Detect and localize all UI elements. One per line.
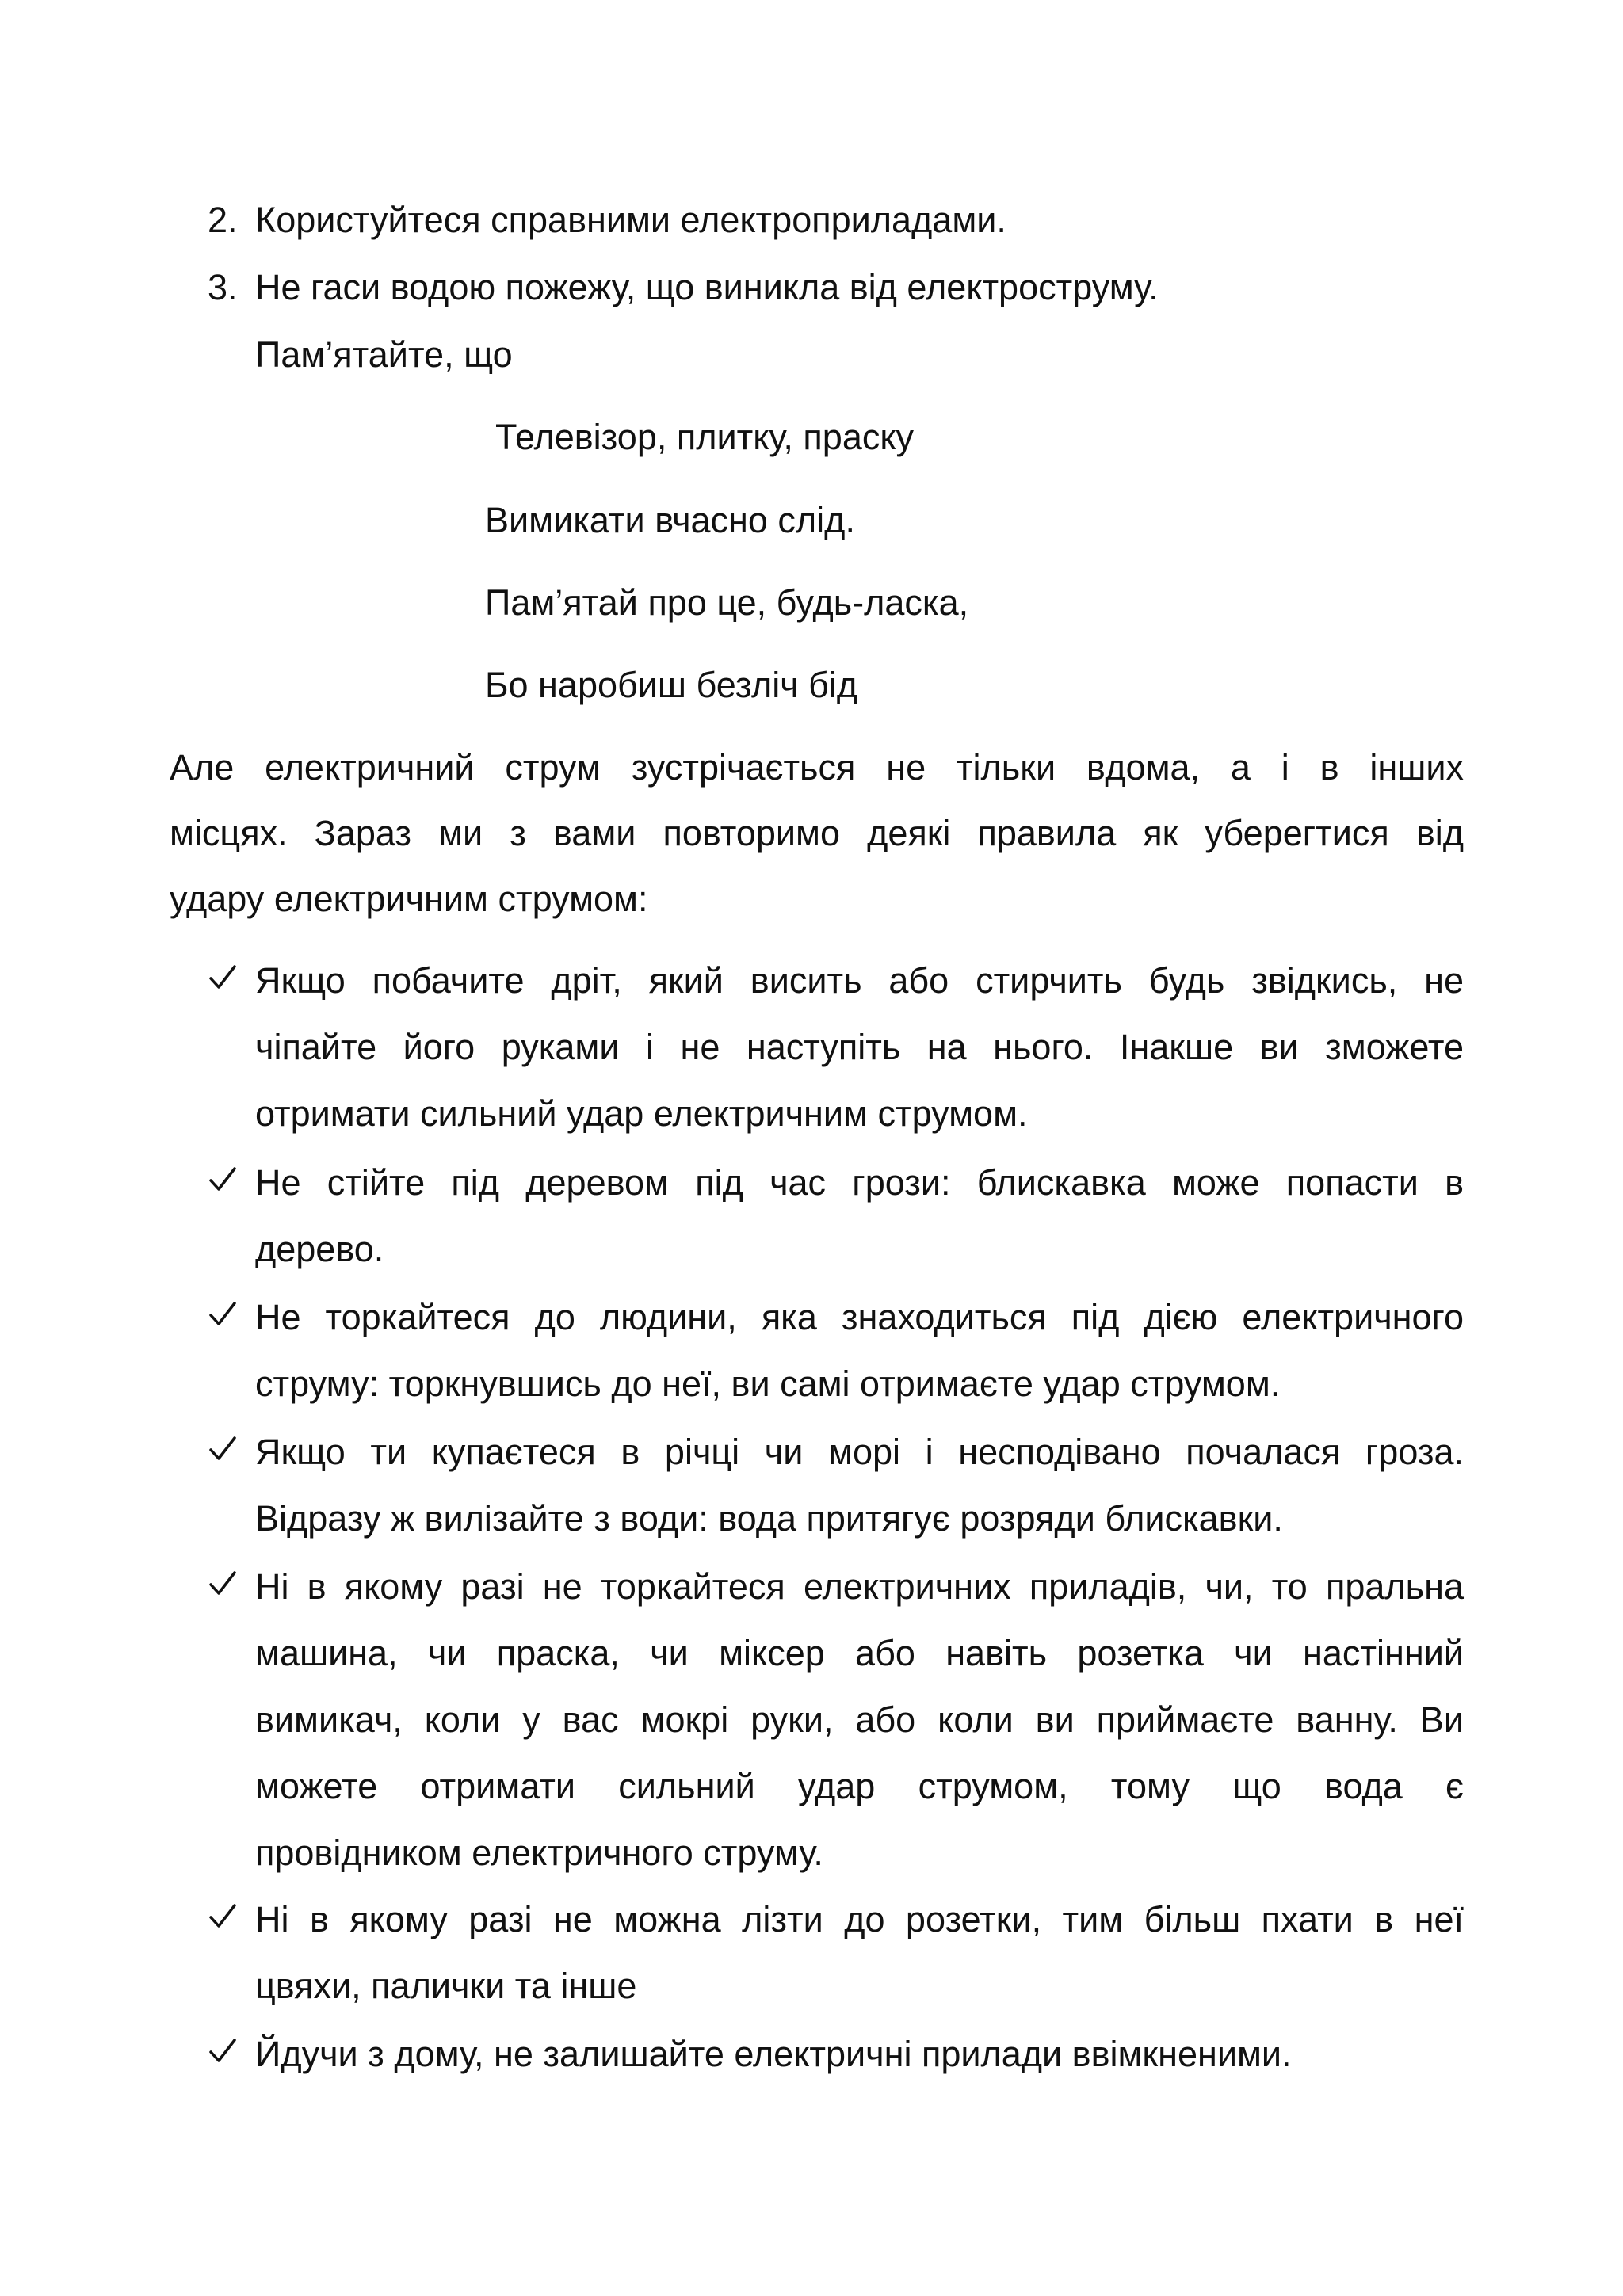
poem-line: Вимикати вчасно слід. — [485, 500, 855, 540]
poem-line: Телевізор, плитку, праску — [495, 417, 915, 457]
poem-line: Пам’ятай про це, будь-ласка, — [485, 582, 969, 623]
rule-line: вимикач, коли у вас мокрі руки, або коли ви приймаєте ванну. Ви — [255, 1699, 1464, 1740]
paragraph-line: місцях. Зараз ми з вами повторимо деякі правила як уберегтися від — [170, 813, 1464, 853]
rule-line: Йдучи з дому, не залишайте електричні прилади ввімкненими. — [255, 2034, 1292, 2074]
rule-line: Не стійте під деревом під час грози: блискавка може попасти в — [255, 1162, 1464, 1203]
checkmark-icon — [208, 2036, 238, 2066]
checkmark-icon — [208, 1569, 238, 1599]
rule-line: струму: торкнувшись до неї, ви самі отримаєте удар струмом. — [255, 1363, 1281, 1404]
paragraph-line: Але електричний струм зустрічається не тільки вдома, а і в інших — [170, 747, 1464, 788]
rule-line: провідником електричного струму. — [255, 1833, 823, 1873]
list-number: 3. — [208, 267, 238, 307]
rule-line: Не торкайтеся до людини, яка знаходиться під дією електричного — [255, 1297, 1464, 1337]
remember-intro: Пам’ятайте, що — [255, 334, 513, 375]
checkmark-icon — [208, 1434, 238, 1464]
rule-line: отримати сильний удар електричним струмом. — [255, 1093, 1028, 1134]
checkmark-icon — [208, 1901, 238, 1932]
checkmark-icon — [208, 963, 238, 993]
paragraph-line: удару електричним струмом: — [170, 879, 648, 919]
checkmark-icon — [208, 1299, 238, 1329]
checkmark-icon — [208, 1165, 238, 1195]
list-item-text: Користуйтеся справними електроприладами. — [255, 200, 1006, 240]
rule-line: чіпайте його руками і не наступіть на нього. Інакше ви зможете — [255, 1027, 1464, 1067]
rule-line: Якщо ти купаєтеся в річці чи морі і несподівано почалася гроза. — [255, 1432, 1464, 1472]
rule-line: Ні в якому разі не можна лізти до розетки, тим більш пхати в неї — [255, 1899, 1464, 1939]
rule-line: дерево. — [255, 1229, 384, 1269]
rule-line: Відразу ж вилізайте з води: вода притягує розряди блискавки. — [255, 1498, 1283, 1539]
rule-line: машина, чи праска, чи міксер або навіть розетка чи настінний — [255, 1633, 1464, 1673]
rule-line: цвяхи, палички та інше — [255, 1966, 637, 2006]
list-item-text: Не гаси водою пожежу, що виникла від електроструму. — [255, 267, 1159, 307]
rule-line: Якщо побачите дріт, який висить або стирчить будь звідкись, не — [255, 960, 1464, 1001]
poem-line: Бо наробиш безліч бід — [485, 665, 858, 705]
list-number: 2. — [208, 200, 238, 240]
rule-line: Ні в якому разі не торкайтеся електричних приладів, чи, то пральна — [255, 1566, 1464, 1607]
rule-line: можете отримати сильний удар струмом, тому що вода є — [255, 1766, 1464, 1806]
